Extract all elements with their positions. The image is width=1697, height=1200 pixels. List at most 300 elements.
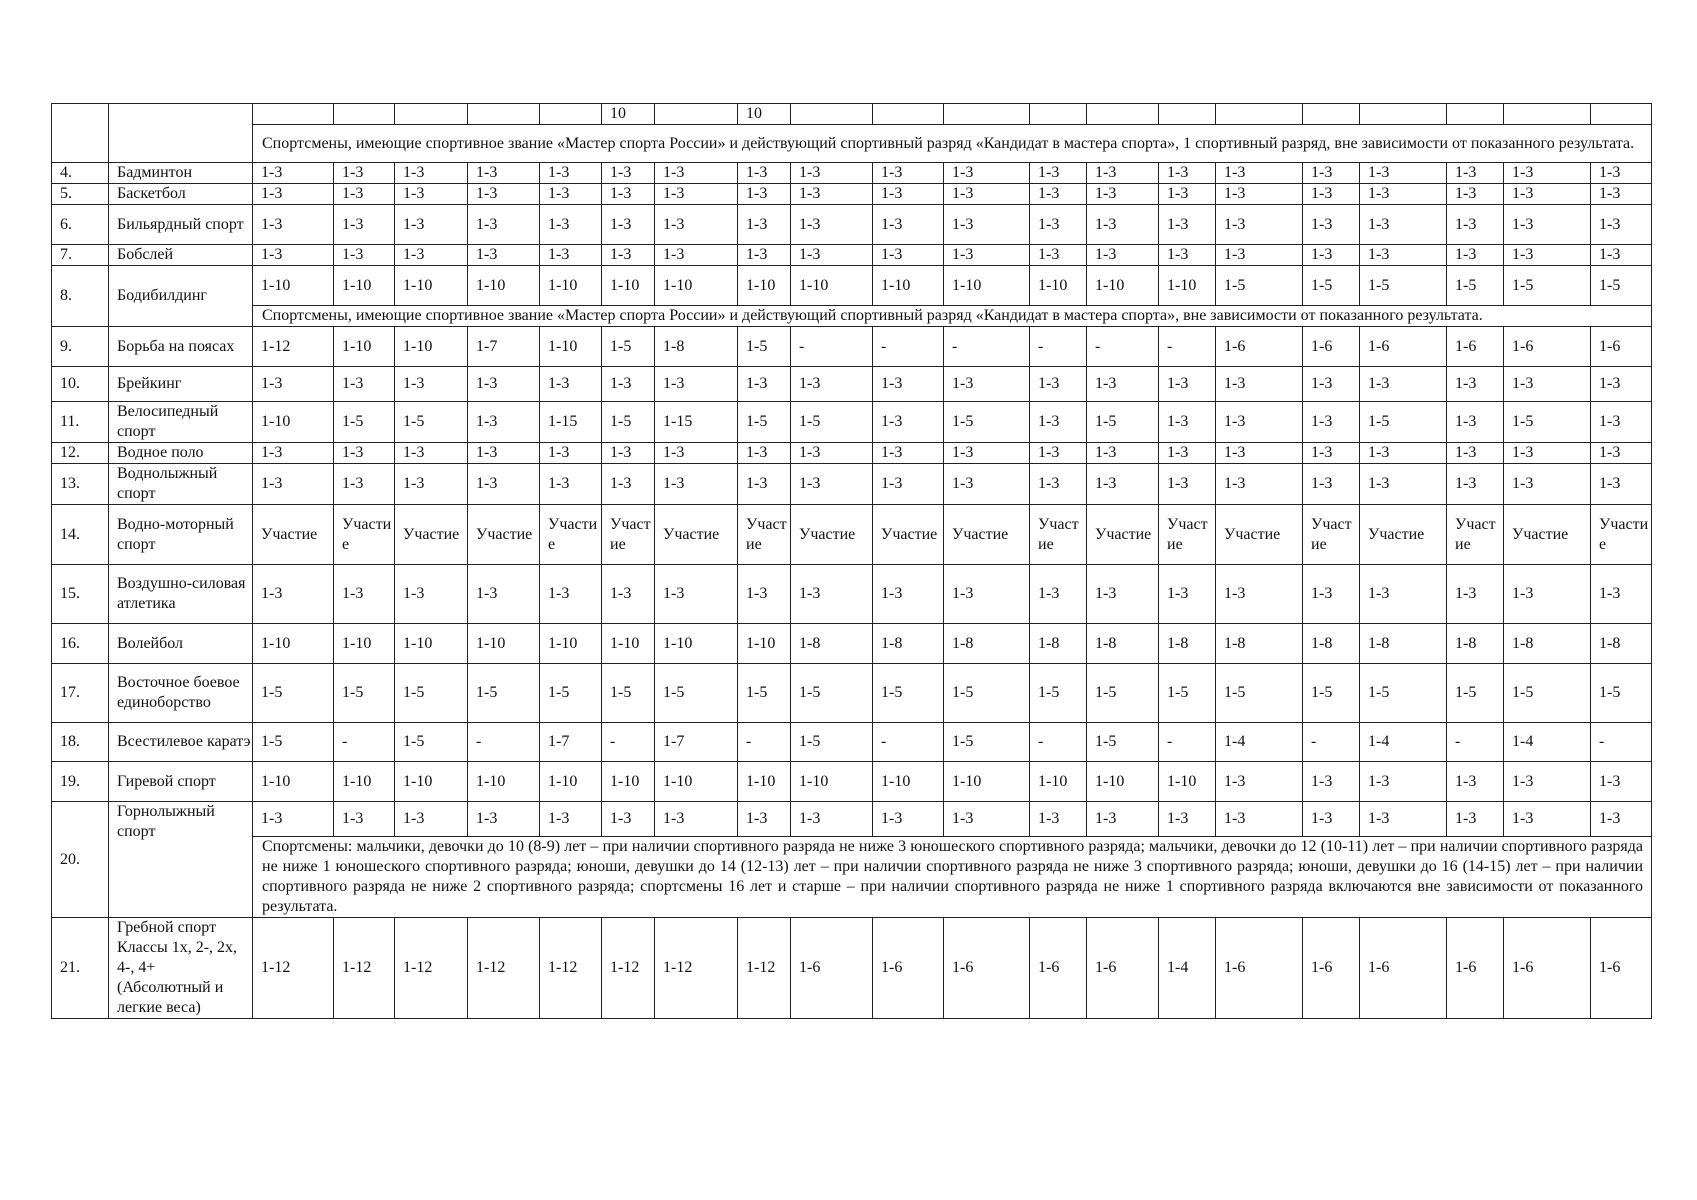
value-cell: 1-3 [1030,163,1087,184]
value-cell: 1-3 [873,245,944,266]
value-cell: 1-4 [1159,918,1216,1019]
value-cell: 1-3 [1216,565,1303,624]
value-cell: Участие [1216,505,1303,565]
value-cell: 1-5 [791,723,873,762]
value-cell: 1-5 [1504,664,1591,723]
value-cell: 1-10 [395,327,468,367]
value-cell: 1-3 [602,163,655,184]
value-cell: 1-5 [1504,266,1591,306]
value-cell: 1-10 [540,624,602,664]
sport-name: Воднолыжный спорт [109,464,253,505]
value-cell: 1-10 [873,266,944,306]
value-cell: 1-3 [738,205,791,245]
value-cell: 1-3 [791,184,873,205]
value-cell: 1-3 [1504,464,1591,505]
value-cell: 1-3 [1216,245,1303,266]
value-cell: 1-10 [253,624,334,664]
row-number: 21. [52,918,109,1019]
value-cell: 1-5 [1447,266,1504,306]
value-cell: 1-8 [1447,624,1504,664]
value-cell: 1-5 [738,327,791,367]
value-cell: 1-12 [655,918,738,1019]
value-cell: 1-3 [1447,762,1504,802]
value-cell: 1-3 [738,367,791,402]
value-cell: 1-3 [468,464,540,505]
value-cell: 1-5 [602,664,655,723]
value-cell: 1-12 [253,918,334,1019]
value-cell: 1-3 [1303,245,1360,266]
value-cell: 1-3 [1303,163,1360,184]
value-cell: 1-3 [1504,565,1591,624]
table-row [52,624,1652,664]
value-cell: 1-10 [395,762,468,802]
value-cell: 1-3 [655,205,738,245]
value-cell: 1-6 [1591,918,1652,1019]
sport-name: Велосипедный спорт [109,402,253,443]
value-cell: 1-3 [944,184,1030,205]
value-cell: 1-3 [1591,464,1652,505]
row-number: 9. [52,327,109,367]
value-cell: 1-3 [944,163,1030,184]
value-cell: 1-6 [1504,918,1591,1019]
value-cell: 1-3 [738,565,791,624]
results-table [51,103,1652,1019]
value-cell: 1-6 [944,918,1030,1019]
value-cell: 1-3 [253,443,334,464]
value-cell: 1-3 [1087,184,1159,205]
value-cell: 1-5 [1303,664,1360,723]
value-cell: - [334,723,395,762]
value-cell: 1-3 [540,443,602,464]
value-cell: 1-10 [602,624,655,664]
value-cell: 1-3 [1087,245,1159,266]
value-cell: 1-3 [1504,163,1591,184]
value-cell: 1-3 [334,443,395,464]
value-cell: 1-3 [1303,802,1360,837]
row-number: 15. [52,565,109,624]
table-row [52,367,1652,402]
value-cell: 1-10 [738,624,791,664]
value-cell: 10 [602,104,655,125]
value-cell: 1-12 [540,918,602,1019]
value-cell [1030,104,1087,125]
value-cell: 1-3 [1360,443,1447,464]
value-cell: 1-3 [253,184,334,205]
value-cell: 1-3 [1591,163,1652,184]
value-cell: 1-8 [791,624,873,664]
value-cell: 1-3 [540,205,602,245]
value-cell: 1-3 [791,464,873,505]
value-cell: 1-6 [791,918,873,1019]
sport-name: Гребной спорт Классы 1х, 2-, 2х, 4-, 4+ (Абсолютный и легкие веса) [109,918,253,1019]
value-cell: 1-3 [602,464,655,505]
value-cell: 1-3 [1030,464,1087,505]
value-cell: 1-6 [1447,918,1504,1019]
value-cell: 1-5 [1360,266,1447,306]
row-number: 5. [52,184,109,205]
value-cell: 1-10 [655,266,738,306]
sport-name: Гиревой спорт [109,762,253,802]
value-cell: 1-3 [1216,184,1303,205]
value-cell: 1-10 [944,266,1030,306]
value-cell: 1-6 [1216,918,1303,1019]
value-cell: 1-5 [1591,266,1652,306]
value-cell: 1-3 [1159,443,1216,464]
value-cell: 1-3 [395,565,468,624]
value-cell: 1-3 [791,245,873,266]
value-cell: 1-7 [540,723,602,762]
value-cell: 1-4 [1360,723,1447,762]
value-cell: 1-3 [873,443,944,464]
value-cell: 1-5 [540,664,602,723]
table-row [52,802,1652,837]
sport-name-cell [109,104,253,163]
value-cell: 1-10 [738,762,791,802]
row-number: 16. [52,624,109,664]
value-cell: 1-8 [1159,624,1216,664]
table-row [52,163,1652,184]
value-cell: 1-3 [1087,464,1159,505]
value-cell: 1-10 [602,266,655,306]
table-row [52,443,1652,464]
value-cell: - [873,327,944,367]
value-cell: 1-3 [1159,184,1216,205]
table-row [52,104,1652,125]
value-cell: 1-3 [1216,205,1303,245]
value-cell: 1-3 [1159,163,1216,184]
value-cell [791,104,873,125]
value-cell: - [791,327,873,367]
table-row [52,245,1652,266]
value-cell: 1-3 [655,565,738,624]
value-cell: 1-3 [1504,367,1591,402]
row-number: 8. [52,266,109,327]
value-cell: Участие [1030,505,1087,565]
value-cell: 1-10 [253,402,334,443]
value-cell: 1-15 [540,402,602,443]
value-cell: 1-10 [540,762,602,802]
value-cell: 1-3 [738,245,791,266]
value-cell: 1-6 [1087,918,1159,1019]
value-cell: 1-10 [655,762,738,802]
value-cell: 1-5 [395,402,468,443]
value-cell: 1-5 [738,402,791,443]
value-cell: 1-3 [944,464,1030,505]
value-cell: 1-3 [873,163,944,184]
sport-name: Всестилевое каратэ [109,723,253,762]
value-cell: 1-3 [1447,802,1504,837]
value-cell: 1-3 [395,443,468,464]
sport-name: Бильярдный спорт [109,205,253,245]
value-cell: 1-3 [1030,443,1087,464]
value-cell: 1-3 [602,184,655,205]
value-cell: 1-10 [468,624,540,664]
table-row [52,402,1652,443]
value-cell: 1-3 [873,402,944,443]
value-cell: 1-3 [791,802,873,837]
value-cell [1504,104,1591,125]
value-cell: 1-3 [1447,184,1504,205]
value-cell: 1-3 [1504,205,1591,245]
value-cell: 1-3 [655,464,738,505]
value-cell: Участие [655,505,738,565]
value-cell: 1-3 [1447,163,1504,184]
value-cell: 1-3 [253,245,334,266]
value-cell: 10 [738,104,791,125]
value-cell: 1-3 [944,205,1030,245]
value-cell: 1-8 [1504,624,1591,664]
value-cell: 1-3 [1447,205,1504,245]
value-cell: 1-3 [334,245,395,266]
value-cell: 1-3 [1030,402,1087,443]
value-cell: 1-3 [791,163,873,184]
value-cell: 1-3 [1447,565,1504,624]
value-cell: 1-12 [602,918,655,1019]
value-cell: 1-10 [253,762,334,802]
sport-name: Борьба на поясах [109,327,253,367]
value-cell: 1-3 [395,245,468,266]
value-cell: 1-3 [602,802,655,837]
value-cell: 1-3 [738,464,791,505]
value-cell: 1-3 [1360,245,1447,266]
value-cell: 1-3 [334,464,395,505]
value-cell: 1-15 [655,402,738,443]
value-cell: 1-3 [1216,802,1303,837]
row-number: 20. [52,802,109,918]
value-cell: 1-5 [1216,664,1303,723]
row-number: 14. [52,505,109,565]
value-cell: 1-3 [1303,205,1360,245]
value-cell: 1-3 [873,802,944,837]
value-cell: 1-3 [1591,184,1652,205]
value-cell: 1-3 [655,184,738,205]
value-cell: 1-3 [1360,367,1447,402]
value-cell: 1-3 [1030,205,1087,245]
value-cell: 1-3 [602,205,655,245]
value-cell: 1-6 [1447,327,1504,367]
value-cell: 1-5 [395,664,468,723]
value-cell: 1-3 [1591,802,1652,837]
value-cell: 1-5 [1591,664,1652,723]
sport-name: Бадминтон [109,163,253,184]
row-number: 11. [52,402,109,443]
value-cell: Участие [1504,505,1591,565]
value-cell: 1-12 [468,918,540,1019]
value-cell [540,104,602,125]
value-cell: 1-12 [395,918,468,1019]
value-cell: 1-3 [1591,205,1652,245]
sport-name: Брейкинг [109,367,253,402]
value-cell: 1-3 [655,802,738,837]
value-cell: 1-10 [655,624,738,664]
value-cell: - [1159,723,1216,762]
value-cell: 1-3 [1087,205,1159,245]
value-cell: 1-3 [1591,367,1652,402]
value-cell: 1-10 [334,762,395,802]
value-cell: 1-3 [1504,443,1591,464]
value-cell: 1-3 [1159,402,1216,443]
value-cell: 1-3 [1030,367,1087,402]
value-cell: Участие [1159,505,1216,565]
value-cell: 1-5 [791,664,873,723]
value-cell: 1-3 [1159,367,1216,402]
value-cell: 1-3 [334,367,395,402]
value-cell: 1-5 [253,664,334,723]
value-cell: 1-10 [334,624,395,664]
value-cell: 1-3 [468,245,540,266]
value-cell: 1-5 [1303,266,1360,306]
value-cell: 1-3 [1087,802,1159,837]
sport-name: Водное поло [109,443,253,464]
value-cell: - [602,723,655,762]
value-cell: 1-3 [1303,762,1360,802]
value-cell: 1-3 [944,367,1030,402]
value-cell: 1-10 [1030,762,1087,802]
value-cell: 1-3 [1159,245,1216,266]
value-cell: 1-3 [1303,367,1360,402]
value-cell: Участие [944,505,1030,565]
value-cell: 1-10 [540,327,602,367]
value-cell: 1-8 [1303,624,1360,664]
row-number: 10. [52,367,109,402]
value-cell: 1-7 [655,723,738,762]
value-cell: 1-3 [655,245,738,266]
value-cell: 1-3 [602,245,655,266]
value-cell: 1-5 [602,327,655,367]
value-cell: Участие [1087,505,1159,565]
value-cell: 1-3 [253,565,334,624]
value-cell: 1-5 [944,402,1030,443]
value-cell [1447,104,1504,125]
value-cell: 1-5 [944,723,1030,762]
value-cell: 1-3 [395,464,468,505]
value-cell: 1-3 [873,367,944,402]
value-cell: 1-3 [1591,762,1652,802]
value-cell: 1-10 [468,266,540,306]
value-cell: 1-6 [1216,327,1303,367]
value-cell: 1-6 [1360,327,1447,367]
value-cell: 1-3 [791,205,873,245]
value-cell: 1-3 [1504,762,1591,802]
value-cell: 1-5 [655,664,738,723]
value-cell: 1-10 [1159,266,1216,306]
value-cell: Участие [738,505,791,565]
value-cell: 1-5 [1360,402,1447,443]
value-cell [253,104,334,125]
value-cell: 1-3 [1159,205,1216,245]
value-cell: 1-3 [873,565,944,624]
value-cell: 1-3 [1591,402,1652,443]
value-cell: 1-5 [1504,402,1591,443]
sport-name: Волейбол [109,624,253,664]
value-cell [334,104,395,125]
value-cell: 1-3 [1216,443,1303,464]
row-number: 17. [52,664,109,723]
sport-name: Восточное боевое единоборство [109,664,253,723]
value-cell [1360,104,1447,125]
value-cell: 1-3 [253,205,334,245]
value-cell: 1-3 [1030,245,1087,266]
value-cell: 1-3 [253,163,334,184]
value-cell: 1-3 [395,205,468,245]
table-row [52,505,1652,565]
sport-name: Воздушно-силовая атлетика [109,565,253,624]
value-cell: 1-3 [395,163,468,184]
value-cell [1303,104,1360,125]
value-cell: 1-3 [1447,245,1504,266]
value-cell: 1-3 [1087,367,1159,402]
value-cell: 1-3 [334,565,395,624]
value-cell: 1-5 [334,402,395,443]
value-cell: 1-3 [1303,565,1360,624]
value-cell: 1-5 [1360,664,1447,723]
value-cell: 1-10 [738,266,791,306]
value-cell: 1-6 [1030,918,1087,1019]
note-text: Спортсмены, имеющие спортивное звание «Мастер спорта России» и действующий спортивный разряд «Кандидат в мастера спорта», вне зависимости от показанного результата. [253,306,1652,327]
value-cell: 1-3 [540,367,602,402]
value-cell: - [1159,327,1216,367]
value-cell: 1-3 [1303,443,1360,464]
table-row [52,723,1652,762]
value-cell [1159,104,1216,125]
value-cell: 1-5 [1216,266,1303,306]
value-cell: 1-10 [1030,266,1087,306]
value-cell: 1-3 [1360,163,1447,184]
value-cell: 1-3 [1504,184,1591,205]
value-cell: 1-3 [1360,762,1447,802]
value-cell: - [944,327,1030,367]
value-cell: 1-10 [944,762,1030,802]
value-cell: 1-3 [334,163,395,184]
value-cell: 1-3 [944,245,1030,266]
row-number: 12. [52,443,109,464]
value-cell: 1-8 [1030,624,1087,664]
value-cell [395,104,468,125]
value-cell: 1-3 [1447,402,1504,443]
value-cell [1216,104,1303,125]
value-cell: 1-10 [395,624,468,664]
value-cell: 1-10 [1087,266,1159,306]
value-cell: 1-8 [655,327,738,367]
value-cell: 1-3 [1360,565,1447,624]
value-cell: 1-12 [334,918,395,1019]
value-cell: 1-3 [253,367,334,402]
value-cell: 1-3 [1591,245,1652,266]
value-cell: 1-8 [873,624,944,664]
table-row [52,327,1652,367]
value-cell: 1-3 [1216,163,1303,184]
value-cell: 1-3 [468,163,540,184]
value-cell: 1-3 [738,443,791,464]
value-cell: 1-6 [1591,327,1652,367]
value-cell: 1-3 [1591,565,1652,624]
value-cell: 1-5 [253,723,334,762]
note-text: Спортсмены: мальчики, девочки до 10 (8-9) лет – при наличии спортивного разряда не ниже 3 юношеского спортивного разряда; мальчики, девочки до 12 (10-11) лет – при наличии спортивного разряда не ниже 1 юношеского спортивного разряда; юноши, девушки до 14 (12-13) лет – при наличии спортивного разряда не ниже 3 спортивного разряда; юноши, девушки до 16 (14-15) лет – при наличии спортивного разряда не ниже 2 спортивного разряда; спортсмены 16 лет и старше – при наличии спортивного разряда не ниже 1 спортивного разряда включаются вне зависимости от показанного результата. [253,837,1652,918]
value-cell [944,104,1030,125]
value-cell: 1-5 [468,664,540,723]
value-cell: 1-3 [334,205,395,245]
value-cell: 1-10 [334,327,395,367]
value-cell: - [1591,723,1652,762]
value-cell: - [1030,723,1087,762]
table-row [52,565,1652,624]
value-cell: 1-3 [395,184,468,205]
value-cell: 1-12 [738,918,791,1019]
value-cell: 1-10 [468,762,540,802]
value-cell: 1-5 [1447,664,1504,723]
value-cell [1591,104,1652,125]
value-cell: 1-10 [1159,762,1216,802]
